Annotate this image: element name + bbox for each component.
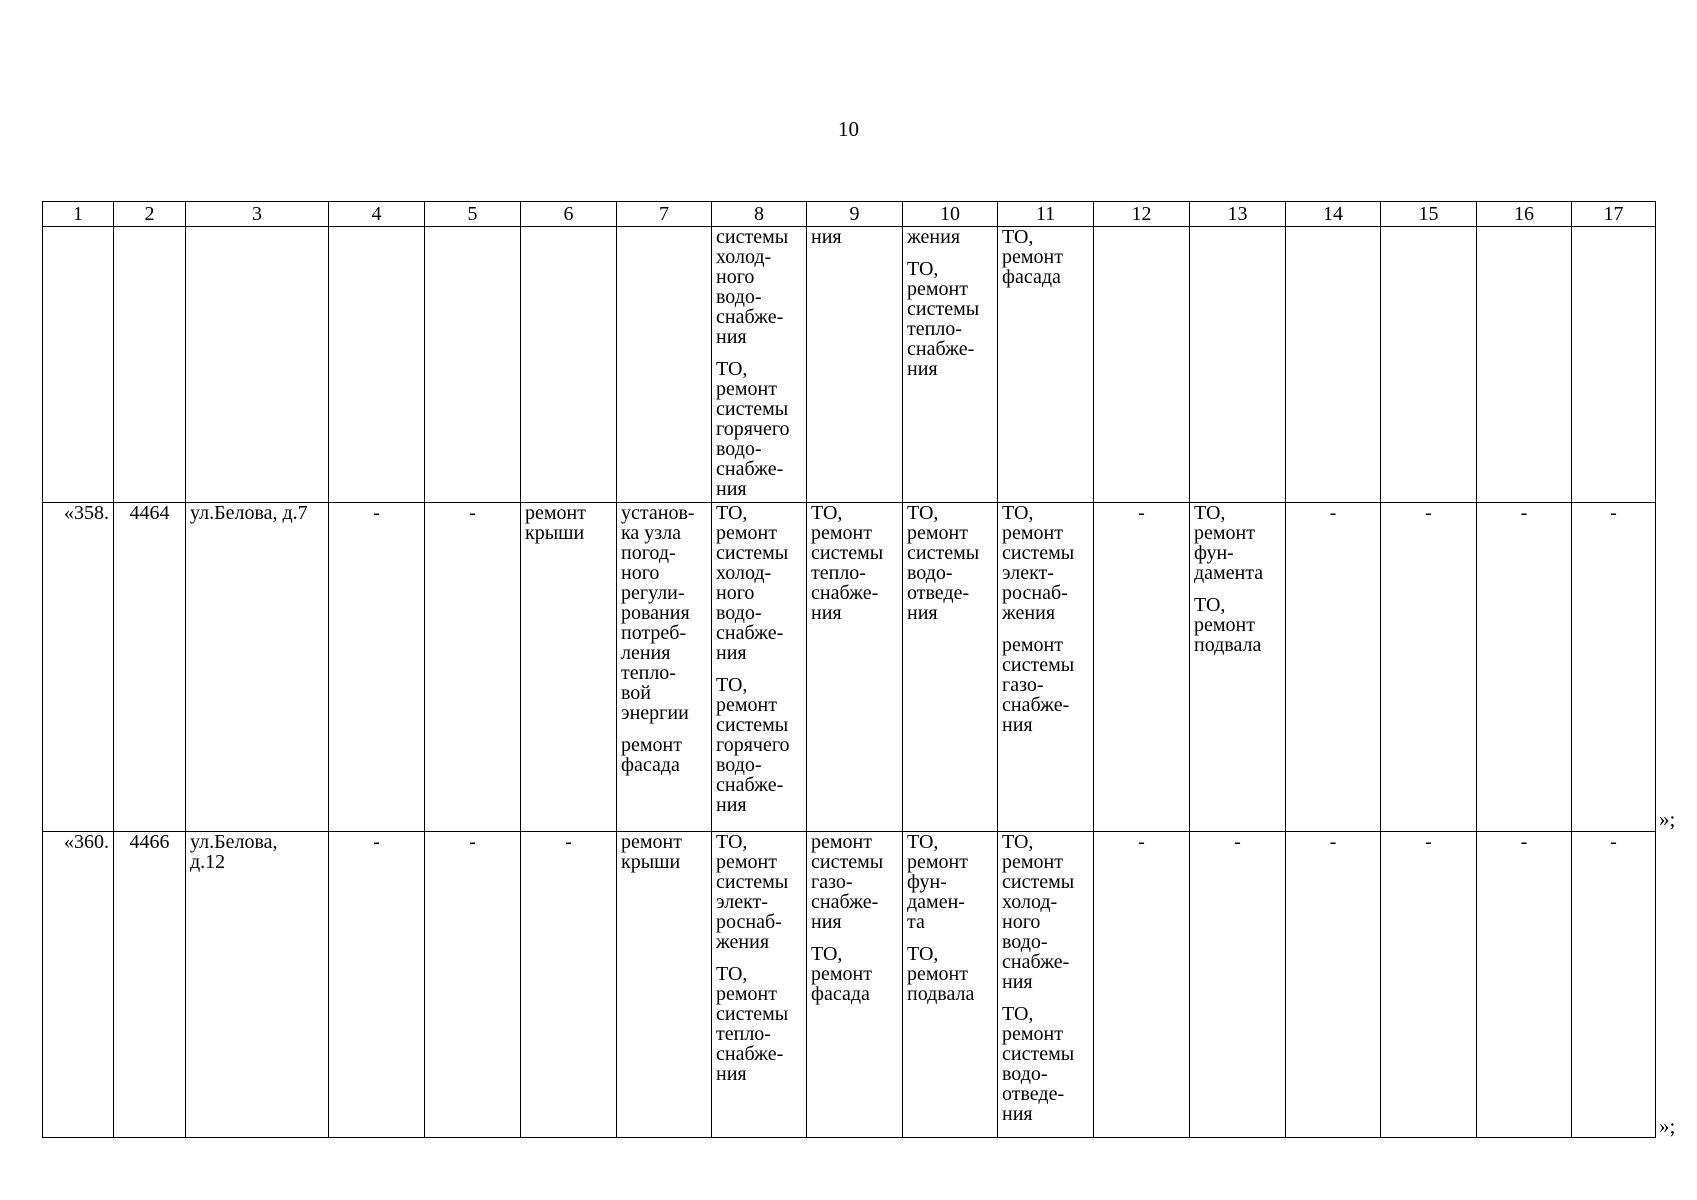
- column-header-3: 3: [186, 202, 329, 227]
- cell-col-15: [1381, 227, 1477, 503]
- cell-col-1: [43, 503, 114, 832]
- repair-schedule-table: [42, 201, 1656, 1138]
- cell-text: ТО, ремонт фун- дамен- та: [907, 831, 968, 933]
- cell-col-10: [903, 832, 998, 1138]
- table-row-continuation: [43, 227, 1656, 503]
- cell-col-9: [807, 227, 903, 503]
- cell-col-3: [186, 227, 329, 503]
- cell-text: -: [469, 831, 476, 853]
- column-header-15: 15: [1381, 202, 1477, 227]
- cell-text: ТО, ремонт системы тепло- снабже- ния: [907, 258, 980, 380]
- cell-text: -: [1138, 831, 1145, 853]
- cell-text: ТО, ремонт системы горячего водо- снабже- ния: [716, 358, 790, 500]
- column-header-5: 5: [425, 202, 521, 227]
- cell-text: ТО, ремонт подвала: [907, 943, 975, 1005]
- cell-text: ТО, ремонт системы элект- роснаб- жения: [1002, 502, 1075, 624]
- cell-text: -: [373, 502, 380, 524]
- cell-text: ТО, ремонт системы водо- отведе- ния: [907, 502, 980, 624]
- column-header-13: 13: [1190, 202, 1286, 227]
- table-row-358: [43, 503, 1656, 832]
- page-number: 10: [838, 117, 859, 141]
- cell-col-7: [617, 503, 712, 832]
- cell-col-16: [1477, 227, 1572, 503]
- cell-col-13: [1190, 832, 1286, 1138]
- cell-text: ния: [811, 226, 842, 248]
- cell-col-10: [903, 503, 998, 832]
- column-header-12: 12: [1094, 202, 1190, 227]
- cell-text: ремонт крыши: [621, 831, 682, 873]
- cell-col-2: [114, 227, 186, 503]
- cell-col-6: [521, 227, 617, 503]
- cell-text: -: [1610, 831, 1617, 853]
- cell-text: 4464: [129, 502, 170, 524]
- cell-text: жения: [907, 226, 961, 248]
- cell-col-3: [186, 832, 329, 1138]
- cell-col-2: [114, 503, 186, 832]
- cell-col-12: [1094, 227, 1190, 503]
- cell-col-6: [521, 503, 617, 832]
- cell-col-4: [329, 503, 425, 832]
- cell-text: ТО, ремонт фасада: [811, 943, 872, 1005]
- cell-text: ТО, ремонт системы тепло- снабже- ния: [716, 963, 789, 1085]
- cell-text: «360.: [64, 831, 109, 853]
- cell-col-16: [1477, 832, 1572, 1138]
- column-header-4: 4: [329, 202, 425, 227]
- row-end-quote-360: »;: [1659, 1114, 1676, 1138]
- cell-text: -: [1234, 831, 1241, 853]
- cell-text: ремонт фасада: [621, 734, 682, 776]
- cell-text: установ- ка узла погод- ного регули- рования потреб- ления тепло- вой энергии: [621, 502, 695, 724]
- column-header-14: 14: [1286, 202, 1381, 227]
- cell-text: ТО, ремонт системы холод- ного водо- снабже- ния: [1002, 831, 1075, 993]
- cell-col-2: [114, 832, 186, 1138]
- column-header-1: 1: [43, 202, 114, 227]
- cell-text: ТО, ремонт системы элект- роснаб- жения: [716, 831, 789, 953]
- cell-col-11: [998, 503, 1094, 832]
- cell-col-5: [425, 503, 521, 832]
- cell-col-14: [1286, 503, 1381, 832]
- cell-col-9: [807, 503, 903, 832]
- cell-col-6: [521, 832, 617, 1138]
- cell-text: ТО, ремонт системы холод- ного водо- снабже- ния: [716, 502, 789, 664]
- cell-col-3: [186, 503, 329, 832]
- column-header-8: 8: [712, 202, 807, 227]
- cell-col-17: [1572, 227, 1656, 503]
- cell-col-12: [1094, 503, 1190, 832]
- cell-text: ул.Белова, д.12: [190, 831, 278, 873]
- cell-text: -: [373, 831, 380, 853]
- cell-col-13: [1190, 227, 1286, 503]
- cell-col-7: [617, 832, 712, 1138]
- cell-col-17: [1572, 503, 1656, 832]
- cell-col-17: [1572, 832, 1656, 1138]
- cell-col-8: [712, 832, 807, 1138]
- cell-text: ТО, ремонт подвала: [1194, 594, 1262, 656]
- column-header-2: 2: [114, 202, 186, 227]
- cell-col-8: [712, 503, 807, 832]
- cell-text: -: [469, 502, 476, 524]
- column-header-16: 16: [1477, 202, 1572, 227]
- cell-text: -: [1425, 831, 1432, 853]
- cell-text: ул.Белова, д.7: [190, 502, 308, 524]
- cell-text: ТО, ремонт фун- дамента: [1194, 502, 1264, 584]
- cell-col-4: [329, 832, 425, 1138]
- cell-text: ремонт системы газо- снабже- ния: [1002, 634, 1075, 736]
- cell-col-10: [903, 227, 998, 503]
- cell-text: -: [565, 831, 572, 853]
- cell-col-13: [1190, 503, 1286, 832]
- cell-text: -: [1520, 502, 1528, 524]
- column-header-9: 9: [807, 202, 903, 227]
- cell-text: -: [1610, 502, 1617, 524]
- cell-col-1: [43, 832, 114, 1138]
- cell-text: ремонт системы газо- снабже- ния: [811, 831, 884, 933]
- cell-col-8: [712, 227, 807, 503]
- cell-col-4: [329, 227, 425, 503]
- cell-text: -: [1329, 831, 1337, 853]
- cell-text: ТО, ремонт системы водо- отведе- ния: [1002, 1003, 1075, 1125]
- cell-text: системы холод- ного водо- снабже- ния: [716, 226, 789, 348]
- cell-text: ремонт крыши: [525, 502, 586, 544]
- column-header-7: 7: [617, 202, 712, 227]
- column-header-11: 11: [998, 202, 1094, 227]
- cell-col-5: [425, 227, 521, 503]
- cell-col-15: [1381, 832, 1477, 1138]
- cell-text: ТО, ремонт системы горячего водо- снабже- ния: [716, 674, 790, 816]
- column-header-10: 10: [903, 202, 998, 227]
- cell-col-16: [1477, 503, 1572, 832]
- cell-text: -: [1138, 502, 1145, 524]
- column-header-17: 17: [1572, 202, 1656, 227]
- cell-col-1: [43, 227, 114, 503]
- cell-text: 4466: [129, 831, 170, 853]
- cell-col-11: [998, 227, 1094, 503]
- cell-text: -: [1425, 502, 1432, 524]
- cell-text: ТО, ремонт системы тепло- снабже- ния: [811, 502, 884, 624]
- cell-col-14: [1286, 832, 1381, 1138]
- cell-col-9: [807, 832, 903, 1138]
- cell-text: -: [1520, 831, 1528, 853]
- table-row-360: [43, 832, 1656, 1138]
- cell-text: «358.: [64, 502, 109, 524]
- cell-text: ТО, ремонт фасада: [1002, 226, 1063, 288]
- cell-col-15: [1381, 503, 1477, 832]
- cell-col-5: [425, 832, 521, 1138]
- cell-col-7: [617, 227, 712, 503]
- column-header-row: [43, 202, 1656, 227]
- row-end-quote-358: »;: [1659, 807, 1676, 831]
- cell-col-11: [998, 832, 1094, 1138]
- cell-col-14: [1286, 227, 1381, 503]
- column-header-6: 6: [521, 202, 617, 227]
- cell-text: -: [1329, 502, 1337, 524]
- cell-col-12: [1094, 832, 1190, 1138]
